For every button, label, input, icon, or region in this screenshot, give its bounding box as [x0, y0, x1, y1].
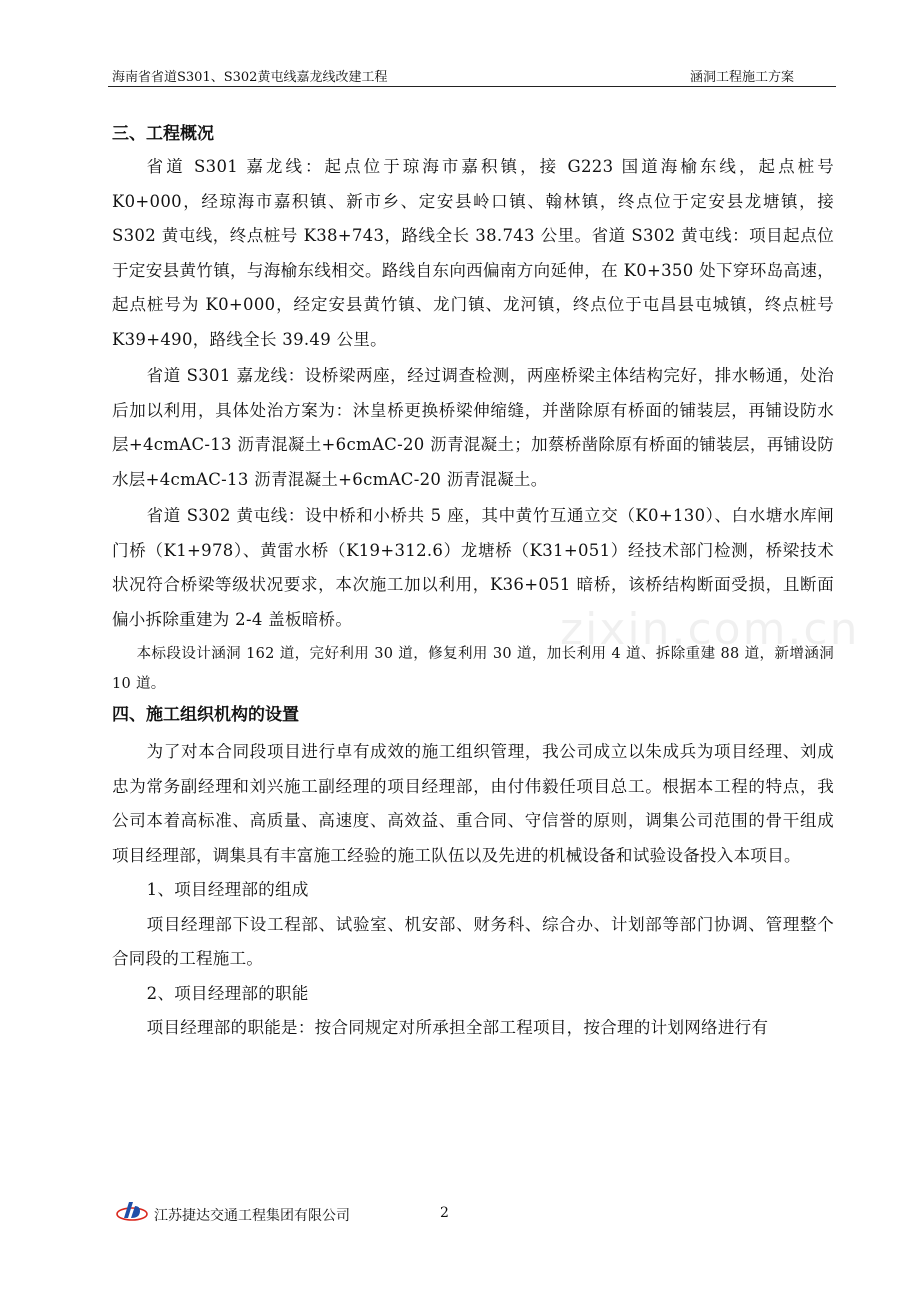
- section-3-paragraph-3: 省道 S302 黄屯线：设中桥和小桥共 5 座，其中黄竹互通立交（K0+130）、白水塘水库闸门桥（K1+978）、黄雷水桥（K19+312.6）龙塘桥（K31+051）经技术部门检测，桥梁技术状况符合桥梁等级状况要求，本次施工加以利用，K36+051 暗桥，该桥结构断面受损，且断面偏小拆除重建为 2-4 盖板暗桥。: [112, 506, 834, 629]
- section-4-paragraph-1: 为了对本合同段项目进行卓有成效的施工组织管理，我公司成立以朱成兵为项目经理、刘成忠为常务副经理和刘兴施工副经理的项目经理部，由付伟毅任项目总工。根据本工程的特点，我公司本着高标准、高质量、高速度、高效益、重合同、守信誉的原则，调集公司范围的骨干组成项目经理部，调集具有丰富施工经验的施工队伍以及先进的机械设备和试验设备投入本项目。: [112, 742, 834, 865]
- company-logo-icon: [116, 1198, 148, 1224]
- company-name: 江苏捷达交通工程集团有限公司: [154, 1208, 350, 1224]
- section-3-heading: 三、工程概况: [112, 124, 214, 144]
- section-4-paragraph-2: 项目经理部下设工程部、试验室、机安部、财务科、综合办、计划部等部门协调、管理整个合同段的工程施工。: [112, 914, 834, 968]
- section-4-subheading-2: 2、项目经理部的职能: [146, 983, 309, 1003]
- page-number: 2: [440, 1205, 449, 1221]
- header-project-title: 海南省省道S301、S302黄屯线嘉龙线改建工程: [112, 70, 388, 85]
- page-body: [112, 118, 834, 1046]
- page-footer: [116, 1198, 816, 1228]
- header-document-title: 涵洞工程施工方案: [689, 70, 794, 85]
- section-4-heading: 四、施工组织机构的设置: [112, 705, 299, 725]
- section-4-subheading-1: 1、项目经理部的组成: [146, 880, 309, 899]
- section-3-paragraph-2: 省道 S301 嘉龙线：设桥梁两座，经过调查检测，两座桥梁主体结构完好，排水畅通，处治后加以利用，具体处治方案为：沐皇桥更换桥梁伸缩缝，并凿除原有桥面的铺装层，再铺设防水层+4cmAC-13 沥青混凝土+6cmAC-20 沥青混凝土；加蔡桥凿除原有桥面的铺装层，再铺设防水层+4cmAC-13 沥青混凝土+6cmAC-20 沥青混凝土。: [112, 366, 834, 489]
- page-header: [108, 64, 836, 87]
- section-3-paragraph-1: 省道 S301 嘉龙线：起点位于琼海市嘉积镇，接 G223 国道海榆东线，起点桩号 K0+000，经琼海市嘉积镇、新市乡、定安县岭口镇、翰林镇，终点位于定安县龙塘镇，接 S302 黄屯线，终点桩号 K38+743，路线全长 38.743 公里。省道 S302 黄屯线：项目起点位于定安县黄竹镇，与海榆东线相交。路线自东向西偏南方向延伸，在 K0+350 处下穿环岛高速，起点桩号为 K0+000，经定安县黄竹镇、龙门镇、龙河镇，终点位于屯昌县屯城镇，终点桩号 K39+490，路线全长 39.49 公里。: [112, 157, 834, 349]
- watermark: zixin.com.cn: [560, 604, 860, 655]
- section-3-paragraph-4: 本标段设计涵洞 162 道，完好利用 30 道，修复利用 30 道，加长利用 4 道、拆除重建 88 道，新增涵洞 10 道。: [112, 646, 834, 692]
- section-4-paragraph-3: 项目经理部的职能是：按合同规定对所承担全部工程项目，按合理的计划网络进行有: [146, 1018, 769, 1037]
